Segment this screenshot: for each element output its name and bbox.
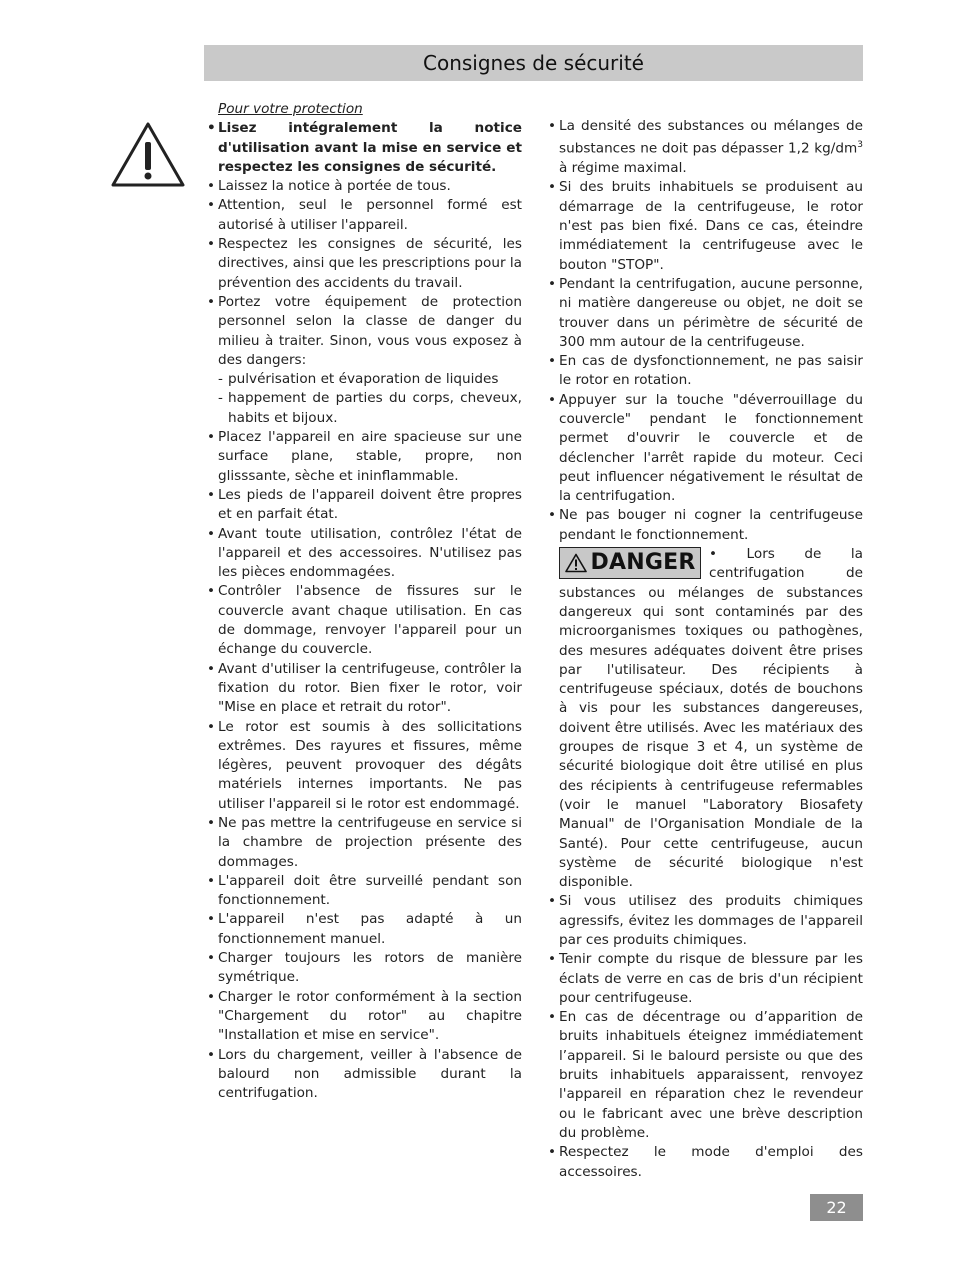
warning-triangle-icon	[110, 120, 186, 188]
warning-icon	[565, 553, 587, 573]
density-text: La densité des substances ou mélanges de substances ne doit pas dépasser 1,2 kg/dm	[559, 118, 863, 157]
list-item: • Appuyer sur la touche "déverrouillage du couvercle" pendant le fonctionnement permet d'ouvrir le couvercle et de déclencher l'arrêt rapide du moteur. Ceci peut influencer négativement le résultat de la centrifugation.	[545, 391, 863, 507]
list-item: • Tenir compte du risque de blessure par les éclats de verre en cas de bris d'un récipient pour centrifugeuse.	[545, 950, 863, 1008]
list-item: • Le rotor est soumis à des sollicitations extrêmes. Des rayures et fissures, même légères, peuvent provoquer des dégâts matériels internes importants. Ne pas utiliser l'appareil si le rotor est endommagé.	[204, 718, 522, 814]
list-item: • Les pieds de l'appareil doivent être propres et en parfait état.	[204, 486, 522, 525]
danger-badge	[559, 547, 701, 579]
danger-notice	[545, 545, 863, 892]
list-item: • Avant toute utilisation, contrôlez l'état de l'appareil et des accessoires. N'utilisez pas les pièces endommagées.	[204, 525, 522, 583]
list-item: • Portez votre équipement de protection personnel selon la classe de danger du milieu à traiter. Sinon, vous vous exposez à des dangers:	[204, 293, 522, 370]
list-item: • Lors du chargement, veiller à l'absence de balourd non admissible durant la centrifugation.	[204, 1046, 522, 1104]
list-item: • Charger le rotor conformément à la section "Chargement du rotor" au chapitre "Installation et mise en service".	[204, 988, 522, 1046]
list-item: • Si vous utilisez des produits chimiques agressifs, évitez les dommages de l'appareil par ces produits chimiques.	[545, 892, 863, 950]
list-item: • L'appareil doit être surveillé pendant son fonctionnement.	[204, 872, 522, 911]
superscript: 3	[857, 140, 863, 151]
danger-text: • Lors de la centrifugation de substances ou mélanges de substances dangereux qui sont contaminés par des microorganismes toxiques ou pathogènes, des mesures adéquates doivent être prises par l'utilisateur. Des récipients à centrifugeuse spéciaux, dotés de bouchons à vis pour les substances dangereuses, doivent être utilisés. Avec les matériaux des groupes de risque 3 et 4, un système de sécurité biologique doit être utilisé en plus des récipients à centrifugeuse refermables (voir le manuel "Laboratory Biosafety Manual" de l'Organisation Mondiale de la Santé). Pour cette centrifugeuse, aucun système de sécurité biologique n'est disponible.	[559, 546, 863, 891]
list-item: • Charger toujours les rotors de manière symétrique.	[204, 949, 522, 988]
list-item: • Laissez la notice à portée de tous.	[204, 177, 522, 196]
list-item: • Si des bruits inhabituels se produisent au démarrage de la centrifugeuse, le rotor n'est pas bien fixé. Dans ce cas, éteindre immédiatement la centrifugeuse avec le bouton "STOP".	[545, 178, 863, 274]
danger-label: DANGER	[590, 550, 696, 576]
list-item: • En cas de dysfonctionnement, ne pas saisir le rotor en rotation.	[545, 352, 863, 391]
subheading: Pour votre protection	[218, 101, 363, 117]
list-item: • Placez l'appareil en aire spacieuse sur une surface plane, stable, propre, non glisssante, sèche et ininflammable.	[204, 428, 522, 486]
list-item-density	[545, 117, 863, 178]
list-item: • Ne pas mettre la centrifugeuse en service si la chambre de projection présente des dommages.	[204, 814, 522, 872]
right-column	[545, 117, 863, 1182]
list-item: • Respectez le mode d'emploi des accessoires.	[545, 1143, 863, 1182]
section-title-bar	[204, 45, 863, 81]
density-text-end: à régime maximal.	[559, 160, 687, 177]
page-title: Consignes de sécurité	[423, 51, 644, 75]
list-item: • Respectez les consignes de sécurité, les directives, ainsi que les prescriptions pour la prévention des accidents du travail.	[204, 235, 522, 293]
list-item: • Avant d'utiliser la centrifugeuse, contrôler la fixation du rotor. Bien fixer le rotor, voir "Mise en place et retrait du rotor".	[204, 660, 522, 718]
page-number: 22	[810, 1194, 863, 1221]
list-item: • Contrôler l'absence de fissures sur le couvercle avant chaque utilisation. En cas de dommage, renvoyer l'appareil pour un échange du couvercle.	[204, 582, 522, 659]
list-item: • Pendant la centrifugation, aucune personne, ni matière dangereuse ou objet, ne doit se trouver dans un périmètre de sécurité de 300 mm autour de la centrifugeuse.	[545, 275, 863, 352]
list-item: • Lisez intégralement la notice d'utilisation avant la mise en service et respectez les consignes de sécurité.	[204, 119, 522, 177]
left-column	[204, 100, 522, 1103]
list-item: • En cas de décentrage ou d’apparition de bruits inhabituels éteignez immédiatement l’appareil. Si le balourd persiste ou que des bruits inhabituels apparaissent, renvoyez l'appareil en réparation chez le revendeur ou le fabricant avec une brève description du problème.	[545, 1008, 863, 1143]
list-item: • L'appareil n'est pas adapté à un fonctionnement manuel.	[204, 910, 522, 949]
danger-sub-item: - pulvérisation et évaporation de liquides	[204, 370, 522, 389]
list-item: • Ne pas bouger ni cogner la centrifugeuse pendant le fonctionnement.	[545, 506, 863, 545]
danger-sub-item: - happement de parties du corps, cheveux, habits et bijoux.	[204, 389, 522, 428]
list-item: • Attention, seul le personnel formé est autorisé à utiliser l'appareil.	[204, 196, 522, 235]
